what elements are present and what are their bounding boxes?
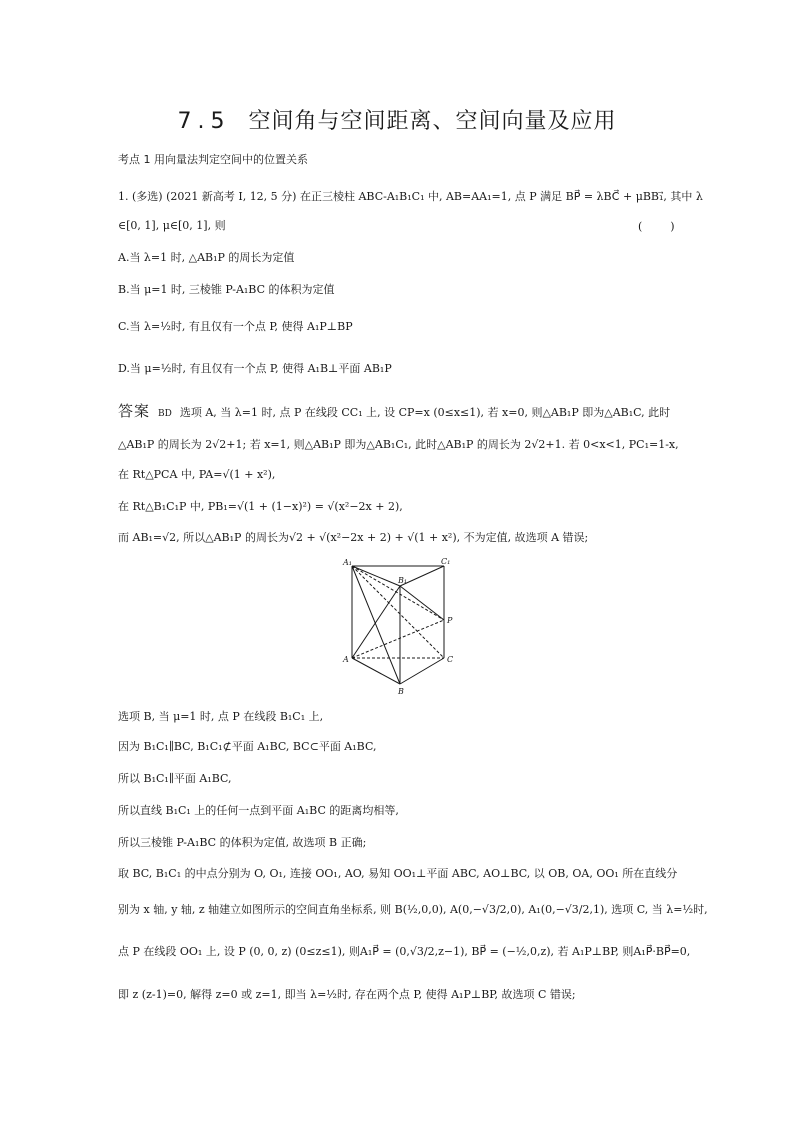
label-c1: C₁ — [441, 557, 451, 566]
answer-b-line-7: 别为 x 轴, y 轴, z 轴建立如图所示的空间直角坐标系, 则 B(½,0,0), A(0,−√3/2,0), A₁(0,−√3/2,1), 选项 C, 当 λ=½时, — [118, 903, 708, 916]
answer-b-line-3: 所以 B₁C₁∥平面 A₁BC, — [118, 772, 232, 785]
title-number: 7.5 — [177, 109, 231, 134]
answer-text: 选项 A, 当 λ=1 时, 点 P 在线段 CC₁ 上, 设 CP=x (0≤x≤1), 若 x=0, 则△AB₁P 即为△AB₁C, 此时 — [179, 406, 671, 419]
answer-line-3: 在 Rt△PCA 中, PA=√(1 + x²), — [118, 468, 276, 481]
segment-ab1 — [352, 586, 400, 658]
option-b: B.当 μ=1 时, 三棱锥 P-A₁BC 的体积为定值 — [118, 283, 335, 296]
label-b: B — [398, 687, 404, 696]
edge-bc — [400, 658, 444, 684]
section-heading: 考点 1 用向量法判定空间中的位置关系 — [118, 153, 308, 166]
answer-line-5: 而 AB₁=√2, 所以△AB₁P 的周长为√2 + √(x²−2x + 2) + √(1 + x²), 不为定值, 故选项 A 错误; — [118, 531, 589, 544]
segment-b1p — [400, 586, 444, 620]
label-a1: A₁ — [343, 558, 352, 567]
prism-figure — [340, 556, 460, 696]
option-c: C.当 λ=½时, 有且仅有一个点 P, 使得 A₁P⊥BP — [118, 320, 353, 333]
label-c: C — [447, 655, 454, 664]
answer-b-line-1: 选项 B, 当 μ=1 时, 点 P 在线段 B₁C₁ 上, — [118, 710, 324, 723]
answer-line-1 — [118, 404, 670, 421]
answer-b-line-8: 点 P 在线段 OO₁ 上, 设 P (0, 0, z) (0≤z≤1), 则A₁P⃗ = (0,√3/2,z−1), BP⃗ = (−½,0,z), 若 A₁P⊥BP, 则A₁P⃗·BP⃗=0, — [118, 945, 691, 958]
question-line-1: 1. (多选) (2021 新高考 Ⅰ, 12, 5 分) 在正三棱柱 ABC-A₁B₁C₁ 中, AB=AA₁=1, 点 P 满足 BP⃗ = λBC⃗ + μBB₁⃗, 其中 λ — [118, 190, 703, 203]
answer-line-2: △AB₁P 的周长为 2√2+1; 若 x=1, 则△AB₁P 即为△AB₁C₁, 此时△AB₁P 的周长为 2√2+1. 若 0<x<1, PC₁=1-x, — [118, 438, 679, 451]
answer-b-line-6: 取 BC, B₁C₁ 的中点分别为 O, O₁, 连接 OO₁, AO, 易知 OO₁⊥平面 ABC, AO⊥BC, 以 OB, OA, OO₁ 所在直线分 — [118, 867, 678, 880]
answer-blank: ( ) — [638, 220, 675, 233]
answer-b-line-5: 所以三棱锥 P-A₁BC 的体积为定值, 故选项 B 正确; — [118, 836, 367, 849]
segment-a1b — [352, 566, 400, 684]
answer-code: BD — [158, 409, 172, 419]
segment-a1p-hidden — [352, 566, 444, 620]
answer-mark: 答案 — [118, 402, 151, 420]
edge-ab — [352, 658, 400, 684]
label-p: P — [447, 616, 453, 625]
question-line-2: ∈[0, 1], μ∈[0, 1], 则 — [118, 219, 226, 232]
segment-ap-hidden — [352, 620, 444, 658]
answer-b-line-9: 即 z (z-1)=0, 解得 z=0 或 z=1, 即当 λ=½时, 存在两个点 P, 使得 A₁P⊥BP, 故选项 C 错误; — [118, 988, 576, 1001]
option-a: A.当 λ=1 时, △AB₁P 的周长为定值 — [118, 251, 295, 264]
label-a: A — [343, 655, 349, 664]
answer-b-line-2: 因为 B₁C₁∥BC, B₁C₁⊄平面 A₁BC, BC⊂平面 A₁BC, — [118, 740, 377, 753]
answer-line-4: 在 Rt△B₁C₁P 中, PB₁=√(1 + (1−x)²) = √(x²−2x + 2), — [118, 500, 403, 513]
title-text: 空间角与空间距离、空间向量及应用 — [248, 109, 617, 134]
page-title — [0, 104, 794, 135]
answer-b-line-4: 所以直线 B₁C₁ 上的任何一点到平面 A₁BC 的距离均相等, — [118, 804, 399, 817]
label-b1: B₁ — [398, 576, 408, 585]
option-d: D.当 μ=½时, 有且仅有一个点 P, 使得 A₁B⊥平面 AB₁P — [118, 362, 392, 375]
